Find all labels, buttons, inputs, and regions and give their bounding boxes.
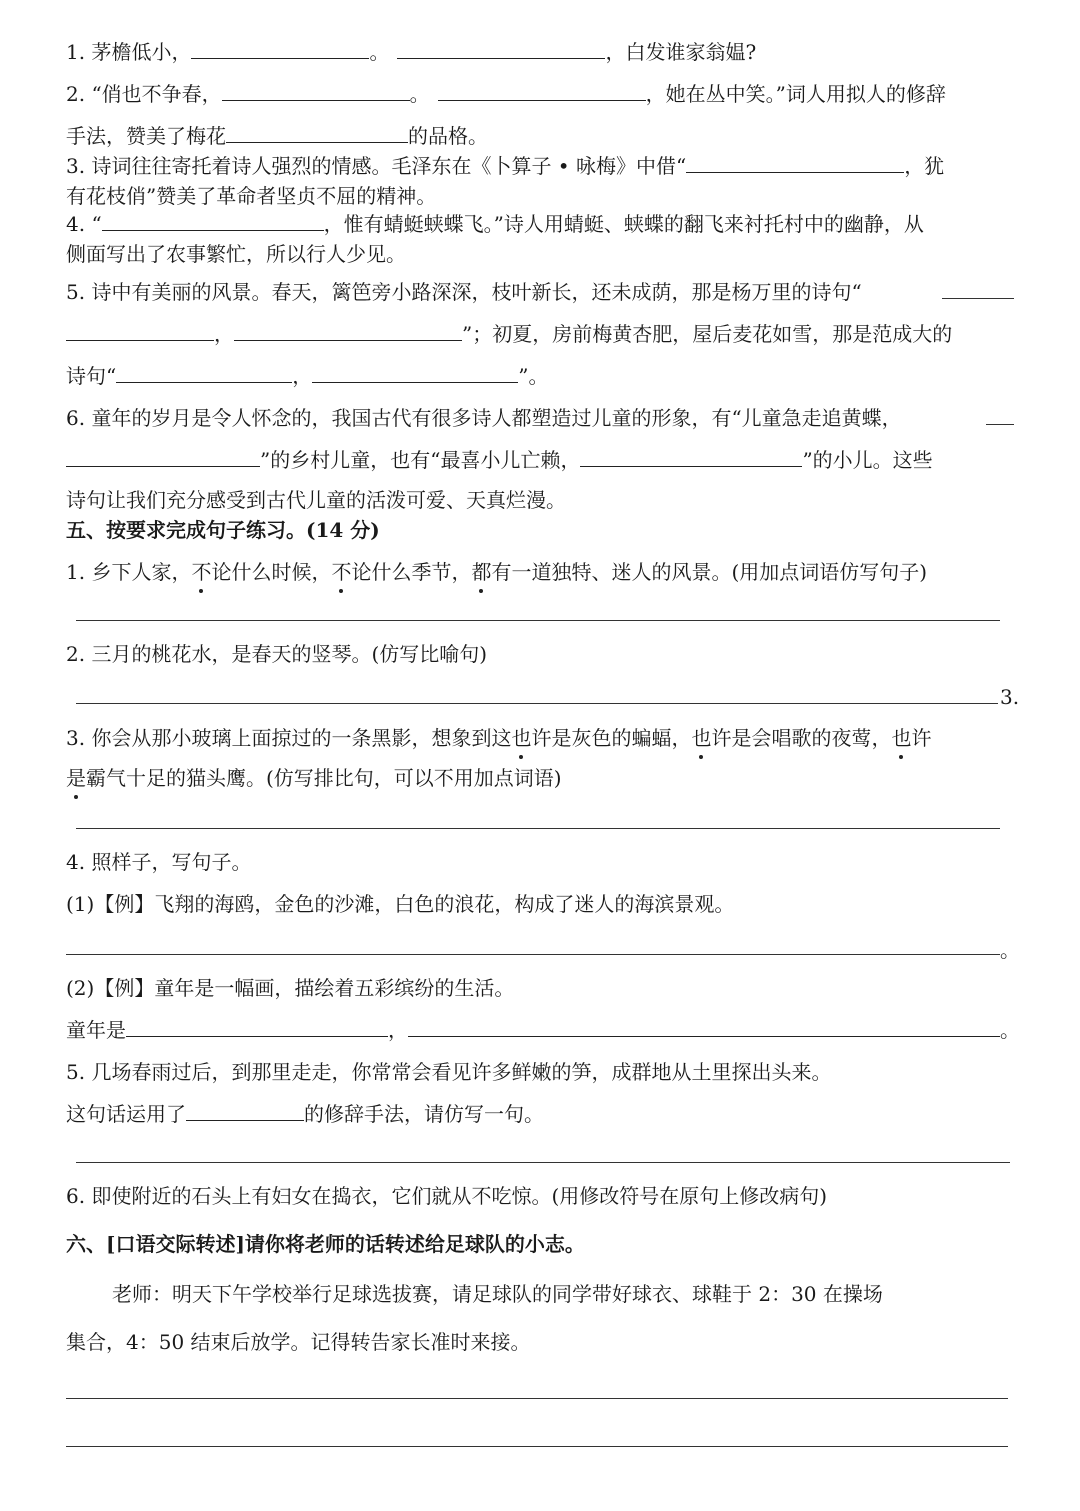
blank[interactable]: [222, 82, 410, 101]
q4-line-11: 6. 童年的岁月是令人怀念的，我国古代有很多诗人都塑造过儿童的形象，有“儿童急走追黄蝶，: [66, 406, 902, 430]
side-number: 3.: [1000, 685, 1020, 709]
blank[interactable]: [66, 322, 214, 341]
blank[interactable]: [397, 40, 605, 59]
emphasis-dot-char: 都: [471, 560, 492, 584]
s5-q3: 3. 你会从那小玻璃上面掠过的一条黑影，想象到这也许是灰色的蝙蝠，也许是会唱歌的夜莺，也许: [66, 726, 932, 750]
s6-paragraph-1: 老师：明天下午学校举行足球选拔赛，请足球队的同学带好球衣、球鞋于 2：30 在操场: [112, 1282, 883, 1306]
blank[interactable]: [234, 322, 462, 341]
s5-q2: 2. 三月的桃花水，是春天的竖琴。(仿写比喻句): [66, 642, 488, 666]
period-mark: 。: [1000, 938, 1020, 962]
emphasis-dot-char: 不: [331, 560, 352, 584]
blank[interactable]: [438, 82, 646, 101]
blank[interactable]: [312, 364, 518, 383]
blank[interactable]: [116, 364, 292, 383]
blank[interactable]: [942, 298, 1014, 299]
s5-q4-example-1: (1)【例】飞翔的海鸥，金色的沙滩，白色的浪花，构成了迷人的海滨景观。: [66, 892, 735, 916]
q4-line-8: 5. 诗中有美丽的风景。春天，篱笆旁小路深深，枝叶新长，还未成荫，那是杨万里的诗句“: [66, 280, 862, 304]
q4-line-3: 手法，赞美了梅花 的品格。: [66, 124, 488, 148]
q4-line-13: 诗句让我们充分感受到古代儿童的活泼可爱、天真烂漫。: [66, 488, 566, 512]
s5-q6: 6. 即使附近的石头上有妇女在捣衣，它们就从不吃惊。(用修改符号在原句上修改病句): [66, 1184, 828, 1208]
answer-line[interactable]: [76, 1162, 1010, 1163]
answer-line[interactable]: [66, 1398, 1008, 1399]
emphasis-dot-char: 不: [191, 560, 212, 584]
blank[interactable]: [66, 448, 260, 467]
blank[interactable]: [986, 424, 1014, 425]
s6-paragraph-2: 集合，4：50 结束后放学。记得转告家长准时来接。: [66, 1330, 531, 1354]
emphasis-dot-char: 是: [66, 766, 86, 790]
blank[interactable]: [226, 124, 408, 143]
s5-q5-cont: 这句话运用了 的修辞手法，请仿写一句。: [66, 1102, 544, 1126]
s5-q3-cont: 是霸气十足的猫头鹰。(仿写排比句，可以不用加点词语): [66, 766, 562, 790]
answer-line[interactable]: [66, 1446, 1008, 1447]
emphasis-dot-char: 也: [511, 726, 532, 750]
q4-line-12: ”的乡村儿童，也有“最喜小儿亡赖， ”的小儿。这些: [66, 446, 1016, 476]
emphasis-dot-char: 也: [891, 726, 912, 750]
q4-line-10: 诗句“ ， ”。: [66, 364, 549, 388]
answer-line[interactable]: [66, 954, 1000, 955]
s5-q4: 4. 照样子，写句子。: [66, 850, 252, 874]
section-6-heading: 六、[口语交际转述]请你将老师的话转述给足球队的小志。: [66, 1232, 585, 1256]
blank[interactable]: [102, 212, 324, 231]
answer-line[interactable]: [76, 703, 998, 704]
s5-q5: 5. 几场春雨过后，到那里走走，你常常会看见许多鲜嫩的笋，成群地从土里探出头来。: [66, 1060, 832, 1084]
q4-line-5: 有花枝俏”赞美了革命者坚贞不屈的精神。: [66, 184, 437, 208]
blank[interactable]: [686, 154, 904, 173]
section-5-heading: 五、按要求完成句子练习。(14 分): [66, 518, 380, 542]
q4-line-6: 4. “ ，惟有蜻蜓蛱蝶飞。”诗人用蜻蜓、蛱蝶的翻飞来衬托村中的幽静，从: [66, 212, 924, 236]
blank[interactable]: [186, 1102, 304, 1121]
s5-q4-example-2: (2)【例】童年是一幅画，描绘着五彩缤纷的生活。: [66, 976, 515, 1000]
q4-line-4: 3. 诗词往往寄托着诗人强烈的情感。毛泽东在《卜算子 • 咏梅》中借“ ，犹: [66, 154, 945, 178]
s5-q4-2-answer: 童年是 ， 。: [66, 1018, 1020, 1042]
s5-q1: 1. 乡下人家，不论什么时候，不论什么季节，都有一道独特、迷人的风景。(用加点词语仿写句子): [66, 560, 928, 584]
blank[interactable]: [191, 40, 369, 59]
emphasis-dot-char: 也: [691, 726, 712, 750]
q4-line-1: 1. 茅檐低小， 。 ，白发谁家翁媪?: [66, 40, 757, 64]
answer-line[interactable]: [76, 828, 1000, 829]
blank[interactable]: [408, 1018, 1000, 1037]
q4-line-7: 侧面写出了农事繁忙，所以行人少见。: [66, 242, 406, 266]
blank[interactable]: [580, 448, 802, 467]
answer-line[interactable]: [76, 620, 1000, 621]
blank[interactable]: [126, 1018, 388, 1037]
q4-line-2: 2. “俏也不争春， 。 ，她在丛中笑。”词人用拟人的修辞: [66, 82, 946, 106]
q4-line-9: ， ”；初夏，房前梅黄杏肥，屋后麦花如雪，那是范成大的: [66, 320, 1016, 350]
